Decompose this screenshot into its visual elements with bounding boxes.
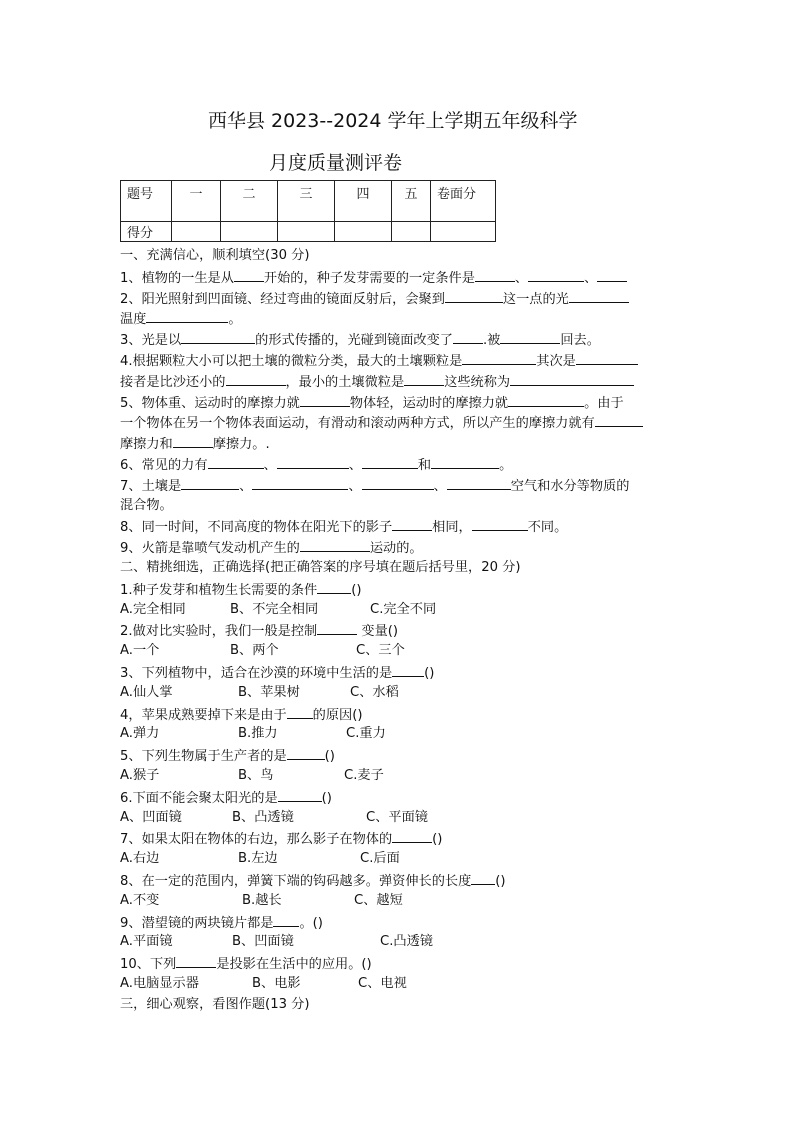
question-1-5 — [120, 392, 678, 413]
answer-blank[interactable] — [278, 787, 322, 802]
answer-blank[interactable] — [447, 475, 511, 490]
exam-body — [120, 246, 678, 1015]
option-a[interactable]: A.电脑显示器 — [120, 975, 199, 991]
answer-blank[interactable] — [462, 350, 536, 365]
score-header-4: 四 — [335, 181, 392, 222]
options-2-7 — [120, 849, 678, 870]
stem: 4，苹果成熟要掉下来是由于 — [120, 707, 287, 723]
score-header-3: 三 — [278, 181, 335, 222]
answer-blank[interactable] — [508, 392, 584, 407]
stem: 9、潜望镜的两块镜片都是 — [120, 915, 274, 931]
answer-blank[interactable] — [453, 329, 483, 344]
text: 开始的，种子发芽需要的一定条件是 — [263, 270, 475, 286]
text: 、 — [263, 457, 277, 473]
question-1-2-cont — [120, 308, 678, 329]
score-header-total: 卷面分 — [431, 181, 496, 222]
question-1-7-cont — [120, 496, 678, 517]
answer-blank[interactable] — [317, 620, 357, 635]
answer-blank[interactable] — [475, 267, 515, 282]
section2-heading: 二、精挑细选，正确选择(把正确答案的序号填在题后括号里，20 分) — [120, 559, 521, 575]
option-c[interactable]: C.完全不同 — [370, 601, 437, 617]
stem: 7、如果太阳在物体的右边，那么影子在物体的 — [120, 832, 393, 848]
option-b[interactable]: B、凸透镜 — [232, 809, 294, 825]
text: 这些统称为 — [444, 374, 511, 390]
option-a[interactable]: A.平面镜 — [120, 934, 173, 950]
option-c[interactable]: C、电视 — [358, 975, 407, 991]
option-c[interactable]: C.麦子 — [344, 767, 384, 783]
text: 温度 — [120, 312, 147, 328]
text: 相同， — [432, 520, 472, 536]
answer-blank[interactable] — [576, 350, 638, 365]
text: 这一点的光 — [502, 291, 569, 307]
question-1-4 — [120, 350, 678, 371]
text: 和 — [417, 457, 432, 473]
options-2-6 — [120, 808, 678, 829]
option-b[interactable]: B、两个 — [230, 643, 279, 659]
option-c[interactable]: C.凸透镜 — [380, 934, 433, 950]
option-c[interactable]: C、越短 — [354, 892, 403, 908]
answer-blank[interactable] — [226, 371, 286, 386]
question-1-5-cont2 — [120, 433, 678, 454]
stem: 。() — [299, 915, 323, 931]
option-b[interactable]: B.推力 — [238, 726, 278, 742]
option-c[interactable]: C、平面镜 — [366, 809, 428, 825]
answer-blank[interactable] — [273, 912, 299, 927]
answer-blank[interactable] — [392, 828, 432, 843]
options-2-10 — [120, 974, 678, 995]
stem: 8、在一定的范围内，弹簧下端的钩码越多。弹资伸长的长度 — [120, 873, 472, 889]
text: 、 — [348, 478, 362, 494]
options-2-2 — [120, 641, 678, 662]
answer-blank[interactable] — [208, 454, 264, 469]
option-c[interactable]: C.重力 — [346, 726, 386, 742]
score-cell-4[interactable] — [335, 222, 392, 242]
score-header-5: 五 — [392, 181, 431, 222]
answer-blank[interactable] — [445, 288, 503, 303]
answer-blank[interactable] — [471, 870, 495, 885]
answer-blank[interactable] — [472, 516, 528, 531]
text: 7、土壤是 — [120, 478, 182, 494]
option-b[interactable]: B、不完全相同 — [230, 601, 319, 617]
answer-blank[interactable] — [234, 267, 264, 282]
stem: () — [495, 873, 506, 889]
answer-blank[interactable] — [431, 454, 499, 469]
score-cell-total[interactable] — [431, 222, 496, 242]
question-1-9 — [120, 537, 678, 558]
option-b[interactable]: B、鸟 — [238, 767, 274, 783]
answer-blank[interactable] — [300, 392, 350, 407]
text: 3、光是以 — [120, 333, 182, 349]
score-cell-5[interactable] — [392, 222, 431, 242]
text: 摩擦力。. — [212, 437, 270, 453]
stem: () — [432, 832, 443, 848]
answer-blank[interactable] — [287, 704, 313, 719]
answer-blank[interactable] — [176, 953, 216, 968]
option-a[interactable]: A、凹面镜 — [120, 809, 182, 825]
options-2-3 — [120, 683, 678, 704]
answer-blank[interactable] — [300, 537, 370, 552]
stem: 是投影在生活中的应用。() — [216, 957, 372, 973]
text: 其次是 — [536, 353, 576, 369]
text: 物体轻，运动时的摩擦力就 — [349, 395, 509, 411]
question-1-1 — [120, 267, 678, 288]
answer-blank[interactable] — [510, 371, 634, 386]
question-2-6 — [120, 787, 678, 808]
text: 摩擦力和 — [120, 437, 173, 453]
score-cell-2[interactable] — [221, 222, 278, 242]
stem: 1.种子发芽和植物生长需要的条件 — [120, 582, 318, 598]
options-2-1 — [120, 600, 678, 621]
question-1-8 — [120, 516, 678, 537]
question-2-5 — [120, 745, 678, 766]
question-1-6 — [120, 454, 678, 475]
option-a[interactable]: A.仙人掌 — [120, 684, 173, 700]
answer-blank[interactable] — [597, 267, 627, 282]
answer-blank[interactable] — [362, 454, 418, 469]
text: 2、阳光照射到凹面镜、经过弯曲的镜面反射后，会聚到 — [120, 291, 445, 307]
score-table — [120, 180, 496, 242]
answer-blank[interactable] — [392, 662, 424, 677]
option-a[interactable]: A.弹力 — [120, 726, 160, 742]
answer-blank[interactable] — [252, 475, 348, 490]
text: 9、火箭是靠喷气发动机产生的 — [120, 541, 300, 557]
answer-blank[interactable] — [404, 371, 444, 386]
exam-title: 西华县 2023--2024 学年上学期五年级科学 — [208, 110, 578, 132]
answer-blank[interactable] — [528, 267, 584, 282]
option-a[interactable]: A.一个 — [120, 643, 160, 659]
options-2-9 — [120, 932, 678, 953]
stem: 5、下列生物属于生产者的是 — [120, 749, 287, 765]
answer-blank[interactable] — [569, 288, 629, 303]
text: 、 — [584, 270, 598, 286]
score-header-2: 二 — [221, 181, 278, 222]
stem: 2.做对比实验时，我们一般是控制 — [120, 624, 318, 640]
text: 1、植物的一生是从 — [120, 270, 234, 286]
text: ，最小的土壤微粒是 — [285, 374, 405, 390]
text: 。由于 — [584, 395, 624, 411]
question-1-2 — [120, 288, 678, 309]
question-2-10 — [120, 953, 678, 974]
option-b[interactable]: B、凹面镜 — [232, 934, 294, 950]
question-2-9 — [120, 912, 678, 933]
text: 6、常见的力有 — [120, 457, 208, 473]
answer-blank[interactable] — [181, 329, 255, 344]
question-2-7 — [120, 828, 678, 849]
text: 运动的。 — [369, 541, 423, 557]
score-row-label: 得分 — [121, 222, 172, 242]
answer-blank[interactable] — [277, 454, 349, 469]
text: 5、物体重、运动时的摩擦力就 — [120, 395, 300, 411]
text: 接者是比沙还小的 — [120, 374, 226, 390]
answer-blank[interactable] — [500, 329, 560, 344]
question-1-3 — [120, 329, 678, 350]
option-c[interactable]: C.后面 — [360, 851, 400, 867]
question-2-2 — [120, 620, 678, 641]
text: 、 — [433, 478, 447, 494]
option-c[interactable]: C、水稻 — [350, 684, 399, 700]
stem: 的原因() — [312, 707, 363, 723]
text: 8、同一时间，不同高度的物体在阳光下的影子 — [120, 520, 393, 536]
text: 4.根据颗粒大小可以把土壤的微粒分类，最大的土壤颗粒是 — [120, 353, 463, 369]
question-2-3 — [120, 662, 678, 683]
stem: () — [351, 582, 362, 598]
option-b[interactable]: B.越长 — [242, 892, 282, 908]
answer-blank[interactable] — [595, 412, 643, 427]
stem: 变量() — [357, 624, 399, 640]
text: 空气和水分等物质的 — [510, 478, 630, 494]
text: 、 — [239, 478, 253, 494]
option-a[interactable]: A.完全相同 — [120, 601, 186, 617]
options-2-4 — [120, 724, 678, 745]
text: 混合物。 — [120, 497, 173, 513]
options-2-8 — [120, 891, 678, 912]
answer-blank[interactable] — [362, 475, 434, 490]
text: 回去。 — [560, 333, 600, 349]
question-1-7 — [120, 475, 678, 496]
exam-subtitle: 月度质量测评卷 — [269, 152, 403, 174]
score-header-1: 一 — [172, 181, 221, 222]
score-cell-3[interactable] — [278, 222, 335, 242]
text: 、 — [348, 457, 362, 473]
text: 的形式传播的，光碰到镜面改变了 — [255, 333, 453, 349]
answer-blank[interactable] — [317, 579, 351, 594]
option-b[interactable]: B.左边 — [238, 851, 278, 867]
section3-heading: 三，细心观察，看图作题(13 分) — [120, 996, 310, 1012]
option-a[interactable]: A.猴子 — [120, 767, 160, 783]
answer-blank[interactable] — [146, 308, 228, 323]
option-b[interactable]: B、电影 — [252, 975, 301, 991]
option-a[interactable]: A.不变 — [120, 892, 160, 908]
question-1-5-cont — [120, 412, 678, 433]
answer-blank[interactable] — [173, 433, 213, 448]
text: 。 — [499, 457, 513, 473]
stem: 3、下列植物中，适合在沙漠的环境中生活的是 — [120, 665, 393, 681]
score-table-score-row — [121, 222, 496, 242]
text: .被 — [482, 333, 501, 349]
answer-blank[interactable] — [392, 516, 432, 531]
option-b[interactable]: B、苹果树 — [238, 684, 300, 700]
question-1-4-cont — [120, 371, 678, 392]
stem: () — [324, 749, 335, 765]
question-2-8 — [120, 870, 678, 891]
score-cell-1[interactable] — [172, 222, 221, 242]
score-table-header-row — [121, 181, 496, 222]
question-2-1 — [120, 579, 678, 600]
question-2-4 — [120, 704, 678, 725]
option-c[interactable]: C、三个 — [356, 643, 405, 659]
stem: () — [321, 790, 332, 806]
section1-heading: 一、充满信心，顺利填空(30 分) — [120, 248, 310, 263]
option-a[interactable]: A.右边 — [120, 851, 160, 867]
stem: () — [424, 665, 435, 681]
stem: 6.下面不能会聚太阳光的是 — [120, 790, 278, 806]
text: 。 — [228, 312, 242, 328]
text: 不同。 — [527, 520, 568, 536]
answer-blank[interactable] — [287, 745, 325, 760]
options-2-5 — [120, 766, 678, 787]
score-header-label: 题号 — [121, 181, 172, 222]
answer-blank[interactable] — [181, 475, 239, 490]
text: 、 — [514, 270, 529, 286]
text: 一个物体在另一个物体表面运动，有滑动和滚动两种方式，所以产生的摩擦力就有 — [120, 416, 595, 432]
stem: 10、下列 — [120, 957, 177, 973]
